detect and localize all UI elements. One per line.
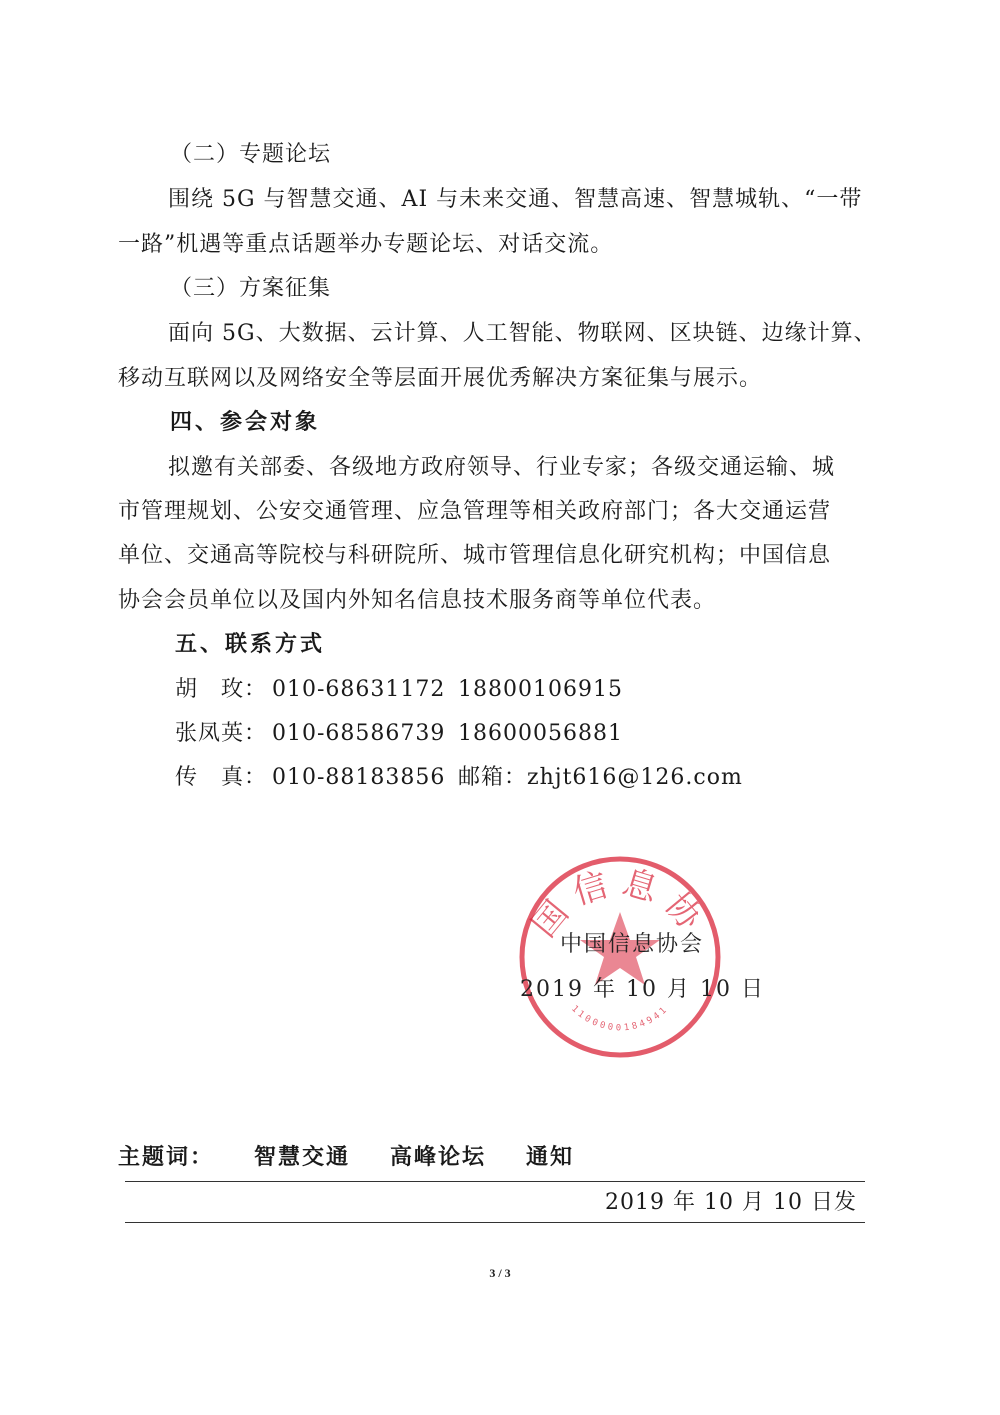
footer-divider-top xyxy=(125,1181,865,1182)
page-number: 3 / 3 xyxy=(489,1266,511,1280)
contact-name: 胡 玫： xyxy=(175,677,268,702)
solution-heading: （三）方案征集 xyxy=(170,276,332,301)
fax-number: 010-88183856 xyxy=(272,765,446,790)
solution-body-line-1: 面向 5G、大数据、云计算、人工智能、物联网、区块链、边缘计算、 xyxy=(168,321,877,346)
attendee-body-line-1: 拟邀有关部委、各级地方政府领导、行业专家；各级交通运输、城 xyxy=(168,455,836,480)
seal-top-text: 国信息协 xyxy=(524,862,716,946)
forum-body-line-2: 一路”机遇等重点话题举办专题论坛、对话交流。 xyxy=(118,232,614,257)
contact-phone: 010-68631172 xyxy=(272,677,446,702)
forum-body-line-1: 围绕 5G 与智慧交通、AI 与未来交通、智慧高速、智慧城轨、“一带 xyxy=(168,187,863,212)
signature-date: 2019 年 10 月 10 日 xyxy=(520,977,765,1002)
attendee-heading: 四、参会对象 xyxy=(170,410,321,435)
contact-heading: 五、联系方式 xyxy=(175,632,326,657)
contact-email: 邮箱：zhjt616@126.com xyxy=(458,765,743,790)
contact-row xyxy=(0,763,1000,793)
keywords-label: 主题词： xyxy=(118,1145,215,1170)
keywords-line xyxy=(118,1143,574,1173)
contact-mobile: 18800106915 xyxy=(458,677,623,702)
forum-heading: （二）专题论坛 xyxy=(170,142,332,167)
attendee-body-line-4: 协会会员单位以及国内外知名信息技术服务商等单位代表。 xyxy=(118,588,717,613)
contact-phone: 010-68586739 xyxy=(272,721,446,746)
keyword-item: 通知 xyxy=(526,1145,575,1170)
contact-mobile: 18600056881 xyxy=(458,721,623,746)
solution-body-line-2: 移动互联网以及网络安全等层面开展优秀解决方案征集与展示。 xyxy=(118,366,763,391)
attendee-body-line-2: 市管理规划、公安交通管理、应急管理等相关政府部门；各大交通运营 xyxy=(118,499,832,524)
footer-divider-bottom xyxy=(125,1222,865,1223)
contact-row xyxy=(0,675,1000,705)
keyword-item: 智慧交通 xyxy=(254,1145,351,1170)
contact-name: 传 真： xyxy=(175,765,268,790)
issue-date: 2019 年 10 月 10 日发 xyxy=(605,1190,857,1215)
signature-org: 中国信息协会 xyxy=(560,932,705,957)
contact-row xyxy=(0,719,1000,749)
keyword-item: 高峰论坛 xyxy=(390,1145,487,1170)
contact-name: 张凤英： xyxy=(175,721,268,746)
attendee-body-line-3: 单位、交通高等院校与科研院所、城市管理信息化研究机构；中国信息 xyxy=(118,543,832,568)
seal-number: 1100000184941 xyxy=(569,1003,671,1034)
